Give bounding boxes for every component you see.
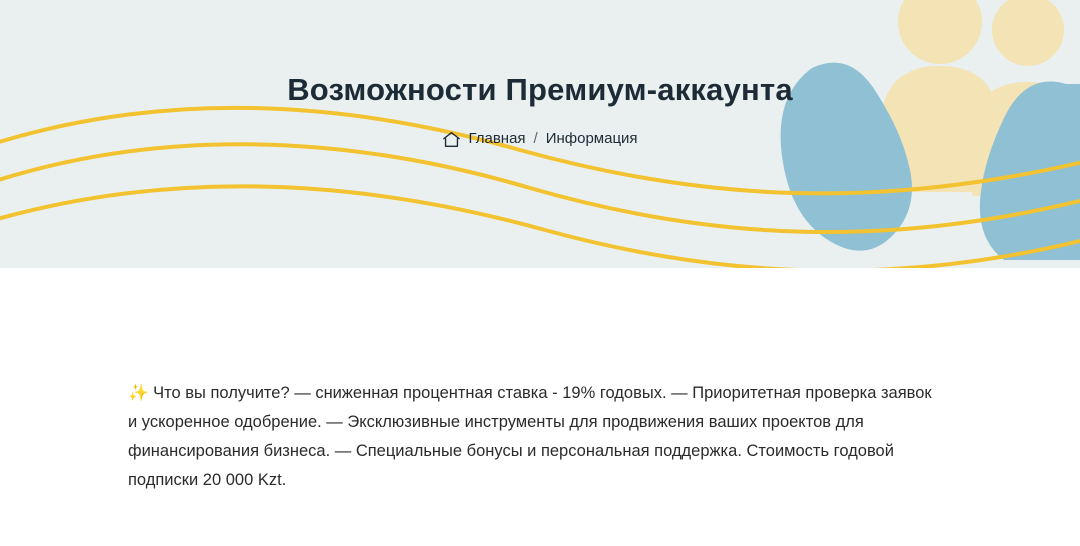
breadcrumb-link-home[interactable]: Главная	[468, 130, 526, 147]
page-title: Возможности Премиум-аккаунта	[287, 72, 793, 107]
hero-banner	[0, 0, 1080, 268]
main-content	[0, 268, 1080, 546]
breadcrumb-current: Информация	[545, 130, 638, 147]
article-text	[128, 379, 940, 495]
home-icon	[442, 131, 461, 148]
breadcrumb-separator: /	[533, 130, 538, 147]
article-body: Что вы получите? — сниженная процентная ставка - 19% годовых. — Приоритетная проверка заявок и ускоренное одобрение. — Эксклюзивные инструменты для продвижения ваших проектов для финансирования бизнеса. — Специальные бонусы и персональная поддержка. Стоимость годовой подписки 20 000 Kzt.	[128, 383, 932, 489]
breadcrumb	[0, 130, 1080, 147]
hero-content	[0, 0, 1080, 147]
sparkles-icon: ✨	[128, 383, 149, 402]
